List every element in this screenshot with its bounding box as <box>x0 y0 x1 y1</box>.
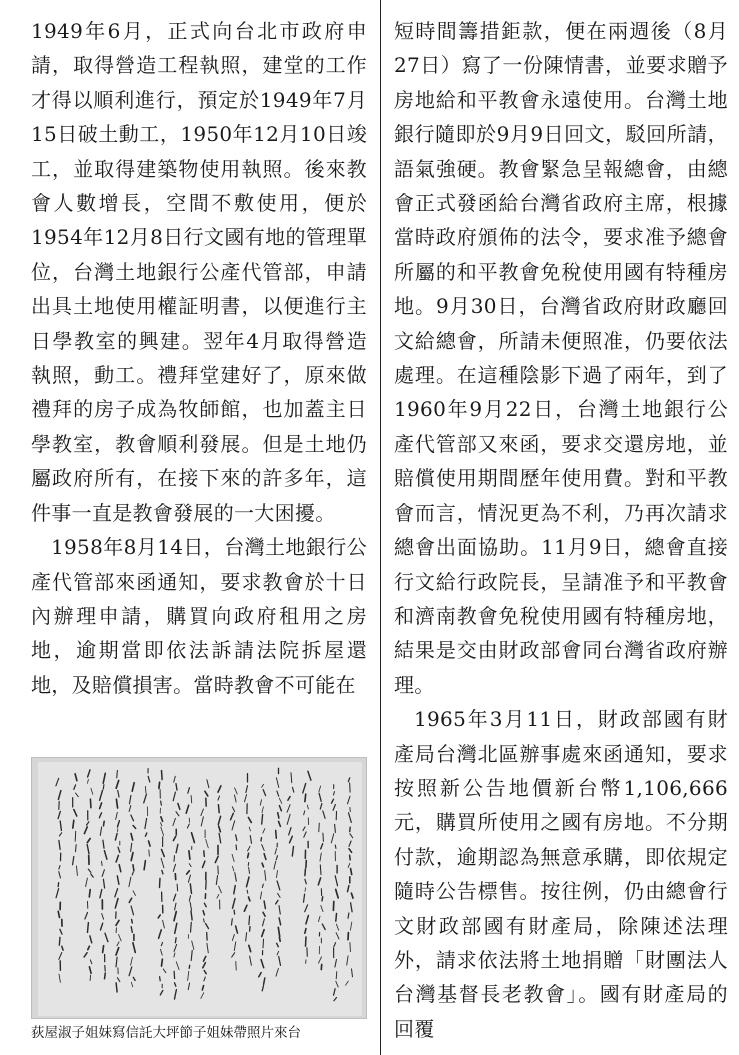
handwriting-stroke <box>322 897 323 901</box>
handwriting-stroke <box>103 785 104 789</box>
handwriting-stroke <box>59 937 60 945</box>
handwriting-stroke <box>236 845 237 850</box>
handwriting-stroke <box>248 853 249 857</box>
handwriting-stroke <box>177 884 178 891</box>
handwriting-stroke <box>351 869 352 875</box>
handwriting-stroke <box>133 865 134 871</box>
handwriting-stroke <box>160 977 161 981</box>
handwriting-stroke <box>75 831 76 841</box>
handwriting-stroke <box>189 965 190 968</box>
handwriting-stroke <box>189 851 190 859</box>
handwriting-stroke <box>103 946 104 953</box>
body-paragraph: 1949年6月，正式向台北市政府申請，取得營造工程執照，建堂的工作才得以順利進行，預定於1949年7月15日破土動工，1950年12月10日竣工，並取得建築物使用執照。後來教會人數增長，空間不敷使用，便於1954年12月8日行文國有地的管理單位，台灣土地銀行公產代管部，申請出具土地使用權証明書，以便進行主日學教室的興建。翌年4月取得營造執照，動工。禮拜堂建好了，原來做禮拜的房子成為牧師館，也加蓋主日學教室，教會順利發展。但是土地仍屬政府所有，在接下來的許多年，這件事一直是教會發展的一大困擾。 <box>31 19 367 525</box>
figure-caption: 荻屋淑子姐妹寫信託大坪節子姐妹帶照片來台 <box>31 1025 301 1041</box>
handwriting-stroke <box>161 801 162 805</box>
handwriting-stroke <box>335 824 336 832</box>
handwriting-stroke <box>191 922 192 932</box>
handwriting-stroke <box>116 983 117 992</box>
handwriting-stroke <box>191 795 192 803</box>
handwriting-stroke <box>218 805 219 813</box>
handwriting-stroke <box>89 890 90 897</box>
handwriting-stroke <box>174 971 175 978</box>
handwriting-stroke <box>132 920 133 923</box>
handwriting-stroke <box>336 972 337 979</box>
body-paragraph: 短時間籌措鉅款，便在兩週後（8月27日）寫了一份陳情書，並要求贈予房地給和平教會永遠使用。台灣土地銀行隨即於9月9日回文，駁回所請，語氣強硬。教會緊急呈報總會，由總會正式發函給台灣省政府主席，根據當時政府頒佈的法令，要求准予總會所屬的和平教會免稅使用國有特種房地。9月30日，台灣省政府財政廳回文給總會，所請未便照准，仍要依法處理。在這種陰影下過了兩年，到了1960年9月22日，台灣土地銀行公產代管部又來函，要求交還房地，並賠償使用期間歷年使用費。對和平教會而言，情況更為不利，乃再次請求總會出面協助。11月9日，總會直接行文給行政院長，呈請准予和平教會和濟南教會免稅使用國有特種房地，結果是交由財政部會同台灣省政府辦理。 <box>394 19 728 697</box>
handwriting-stroke <box>323 833 324 841</box>
handwriting-stroke <box>350 783 351 792</box>
handwriting-stroke <box>305 869 306 876</box>
handwriting-stroke <box>104 821 105 826</box>
handwritten-letter-photo <box>31 757 367 1019</box>
handwriting-stroke <box>145 786 146 792</box>
handwriting-stroke <box>76 845 77 852</box>
handwriting-stroke <box>116 799 117 808</box>
body-paragraph: 1965年3月11日，財政部國有財產局台灣北區辦事處來函通知，要求按照新公告地價新台幣1,106,666元，購買所使用之國有房地。不分期付款，逾期認為無意承購，即依規定隨時公告標售。按往例，仍由總會行文財政部國有財產局，除陳述法理外，請求依法將土地捐贈「財團法人台灣基督長老教會」。國有財產局的回覆 <box>394 707 728 1041</box>
handwriting-stroke <box>149 850 150 856</box>
handwriting-stroke <box>159 782 160 788</box>
handwriting-stroke <box>90 799 91 808</box>
handwriting-stroke <box>102 861 103 865</box>
handwriting-stroke <box>319 823 320 832</box>
handwriting-stroke <box>279 938 280 942</box>
handwriting-stroke <box>262 815 263 825</box>
handwriting-stroke <box>248 863 249 866</box>
handwriting-stroke <box>350 943 351 952</box>
handwriting-stroke <box>160 878 161 887</box>
body-paragraph: 1958年8月14日，台灣土地銀行公產代管部來函通知，要求教會於十日內辦理申請，購買向政府租用之房地，逾期當即依法訴請法院拆屋還地，及賠償損害。當時教會不可能在 <box>31 535 367 697</box>
handwriting-stroke <box>305 794 306 801</box>
handwriting-stroke <box>291 773 292 783</box>
handwriting-stroke <box>174 856 175 862</box>
handwriting-stroke <box>162 959 163 966</box>
handwriting-stroke <box>350 827 351 831</box>
handwriting-stroke <box>175 938 176 943</box>
handwriting-stroke <box>336 914 337 922</box>
handwriting-stroke <box>350 855 351 860</box>
handwriting-stroke <box>162 771 163 780</box>
right-text-column <box>394 14 728 1046</box>
handwriting-stroke <box>249 916 250 925</box>
handwriting-stroke <box>320 865 321 875</box>
handwriting-stroke <box>90 975 91 980</box>
handwriting-stroke <box>234 910 235 914</box>
handwriting-stroke <box>335 845 336 848</box>
handwriting-stroke <box>88 923 89 933</box>
handwriting-stroke <box>247 890 248 893</box>
handwriting-stroke <box>218 866 219 874</box>
handwriting-stroke <box>306 937 307 946</box>
handwriting-stroke <box>105 973 106 979</box>
handwriting-stroke <box>263 939 264 948</box>
left-text-column <box>31 14 367 702</box>
handwriting-stroke <box>73 820 74 828</box>
handwriting-stroke <box>206 881 207 889</box>
handwriting-stroke <box>204 851 205 857</box>
handwriting-stroke <box>261 838 262 842</box>
column-divider <box>380 0 381 1055</box>
handwriting-stroke <box>276 830 277 838</box>
handwriting-stroke <box>117 771 118 778</box>
handwriting-stroke <box>232 919 233 925</box>
